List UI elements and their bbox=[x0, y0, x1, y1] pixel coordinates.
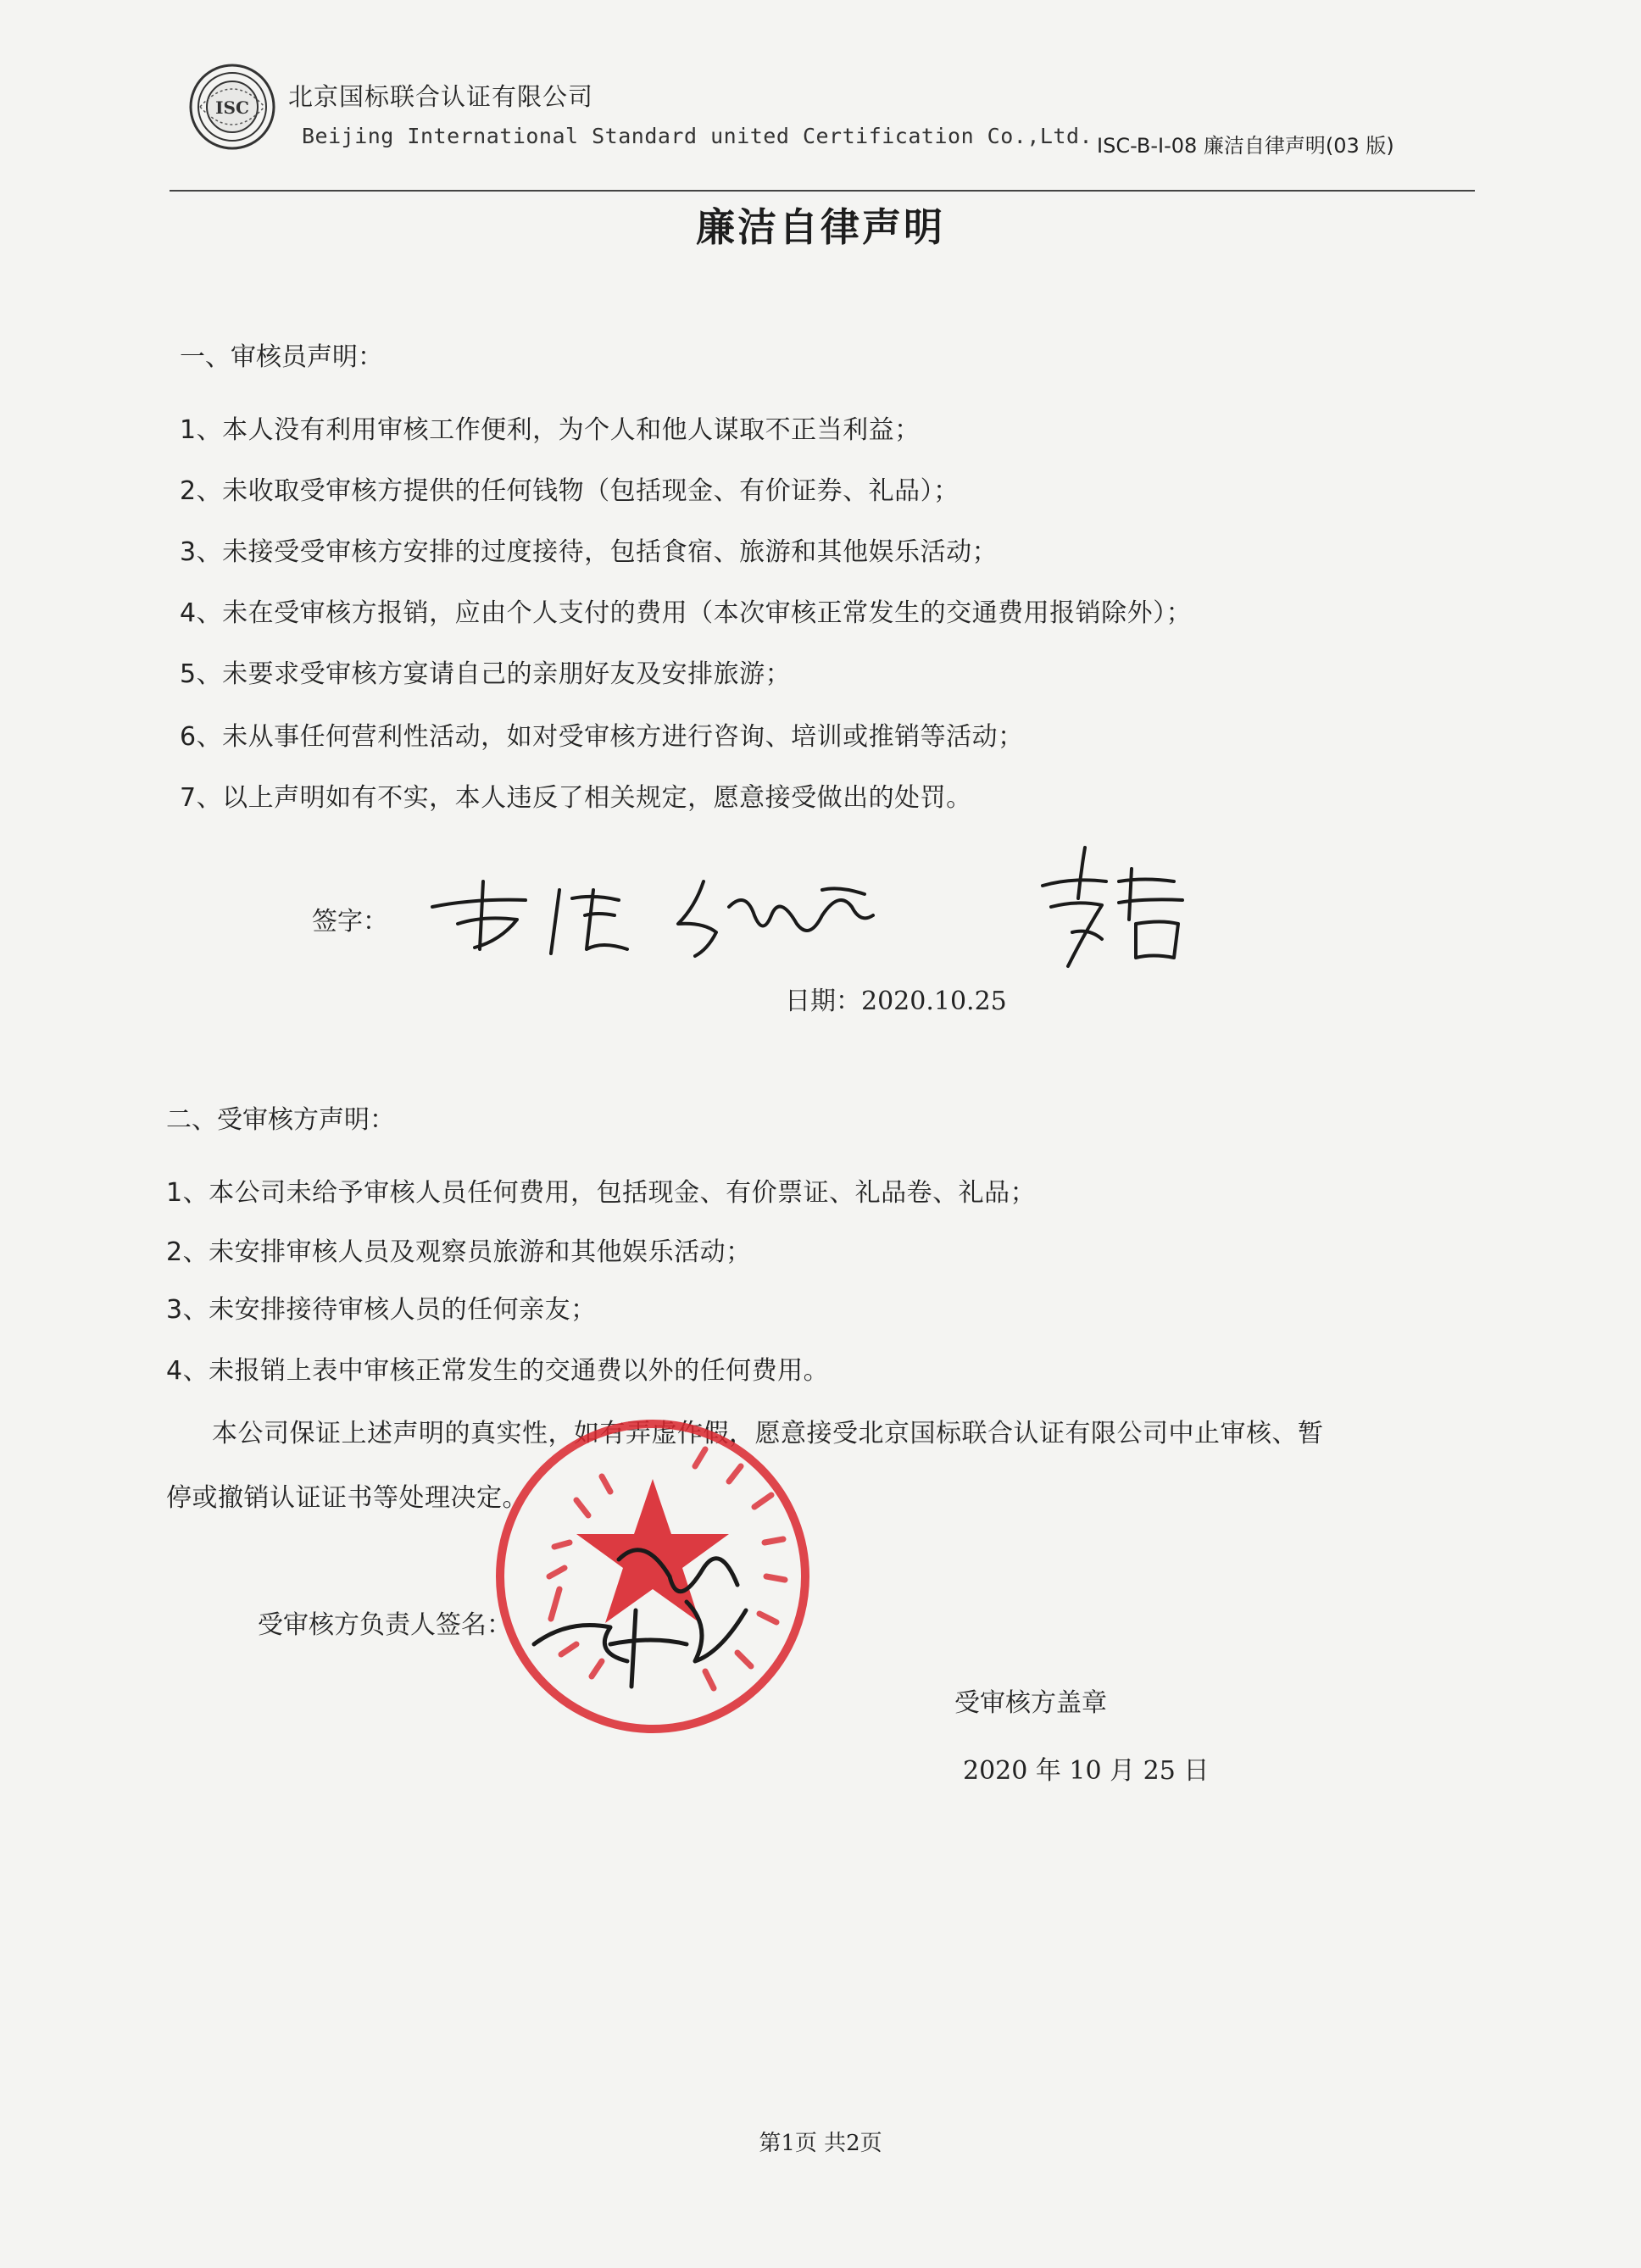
auditee-item-3: 3、未安排接待审核人员的任何亲友； bbox=[166, 1295, 597, 1325]
auditee-item-2: 2、未安排审核人员及观察员旅游和其他娱乐活动； bbox=[166, 1237, 752, 1267]
company-name-cn: 北京国标联合认证有限公司 bbox=[288, 82, 594, 111]
auditor-item-4: 4、未在受审核方报销，应由个人支付的费用（本次审核正常发生的交通费用报销除外）； bbox=[180, 598, 1193, 628]
auditor-section-heading: 一、审核员声明： bbox=[180, 342, 383, 372]
header-divider bbox=[170, 190, 1475, 192]
signature-label: 签字： bbox=[312, 907, 388, 937]
guarantee-line-2: 停或撤销认证证书等处理决定。 bbox=[166, 1483, 528, 1513]
company-logo-icon bbox=[188, 63, 276, 151]
document-code: ISC-B-I-08 廉洁自律声明(03 版) bbox=[1097, 134, 1394, 158]
auditor-signature-2 bbox=[1034, 839, 1204, 983]
responsible-person-label: 受审核方负责人签名： bbox=[258, 1610, 512, 1640]
auditee-item-4: 4、未报销上表中审核正常发生的交通费以外的任何费用。 bbox=[166, 1356, 830, 1386]
auditor-item-2: 2、未收取受审核方提供的任何钱物（包括现金、有价证券、礼品）； bbox=[180, 476, 960, 506]
company-seal-stamp bbox=[483, 1407, 822, 1746]
auditee-date: 2020 年 10 月 25 日 bbox=[963, 1756, 1210, 1786]
auditor-item-5: 5、未要求受审核方宴请自己的亲朋好友及安排旅游； bbox=[180, 659, 792, 689]
auditor-item-3: 3、未接受受审核方安排的过度接待，包括食宿、旅游和其他娱乐活动； bbox=[180, 537, 999, 567]
guarantee-line-1: 本公司保证上述声明的真实性，如有弄虚作假，愿意接受北京国标联合认证有限公司中止审核、暂 bbox=[212, 1419, 1324, 1448]
auditee-section-heading: 二、受审核方声明： bbox=[166, 1105, 395, 1135]
auditee-item-1: 1、本公司未给予审核人员任何费用，包括现金、有价票证、礼品卷、礼品； bbox=[166, 1178, 1037, 1208]
logo-text: ISC bbox=[215, 97, 249, 118]
seal-label: 受审核方盖章 bbox=[954, 1688, 1107, 1718]
auditor-date: 日期：2020.10.25 bbox=[785, 987, 1007, 1016]
document-title: 廉洁自律声明 bbox=[696, 204, 945, 250]
auditor-item-1: 1、本人没有利用审核工作便利，为个人和他人谋取不正当利益； bbox=[180, 415, 921, 445]
auditor-item-7: 7、以上声明如有不实，本人违反了相关规定，愿意接受做出的处罚。 bbox=[180, 783, 972, 813]
auditor-signature-1 bbox=[424, 856, 898, 966]
company-name-en: Beijing International Standard united Certification Co.,Ltd. bbox=[302, 124, 1093, 148]
page-number: 第1页 共2页 bbox=[759, 2131, 882, 2156]
auditor-item-6: 6、未从事任何营利性活动，如对受审核方进行咨询、培训或推销等活动； bbox=[180, 722, 1024, 752]
